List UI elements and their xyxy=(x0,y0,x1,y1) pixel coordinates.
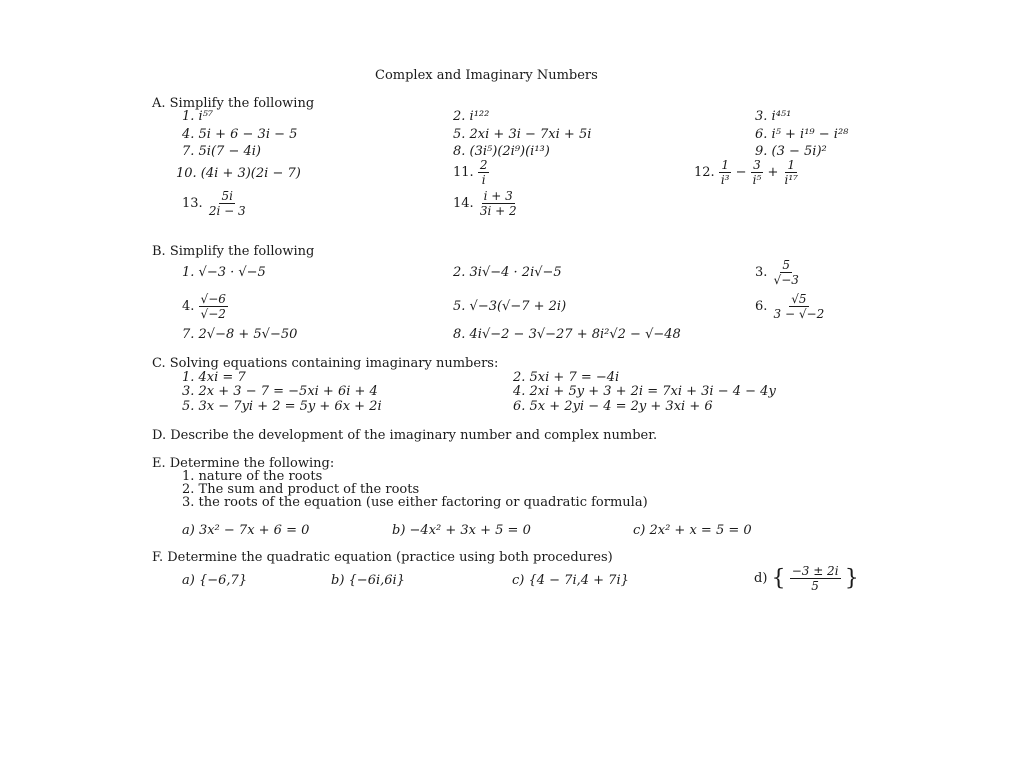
fraction-numerator: 5 xyxy=(782,258,791,272)
problem-b4-label: 4. xyxy=(182,299,195,314)
operator-minus: − xyxy=(735,165,747,180)
problem-b4-fraction xyxy=(199,292,228,321)
left-brace: { xyxy=(771,566,786,591)
problem-a12-label: 12. xyxy=(694,165,715,180)
problem-e-c: c) 2x² + x = 5 = 0 xyxy=(633,523,752,538)
fraction-denominator: 3i + 2 xyxy=(479,204,517,218)
fraction-denominator: i⁵ xyxy=(752,173,762,187)
problem-e-b: b) −4x² + 3x + 5 = 0 xyxy=(392,523,531,538)
fraction-denominator: i xyxy=(481,173,486,187)
problem-a6: 6. i⁵ + i¹⁹ − i²⁸ xyxy=(755,127,849,142)
problem-a14-label: 14. xyxy=(453,196,474,211)
problem-e-a: a) 3x² − 7x + 6 = 0 xyxy=(182,523,310,538)
problem-c4: 4. 2xi + 5y + 3 + 2i = 7xi + 3i − 4 − 4y xyxy=(513,384,776,399)
fraction-numerator: 1 xyxy=(721,158,729,172)
problem-a10: 10. (4i + 3)(2i − 7) xyxy=(176,166,301,181)
page-title: Complex and Imaginary Numbers xyxy=(375,68,598,83)
section-c-heading: C. Solving equations containing imaginary numbers: xyxy=(152,356,499,371)
problem-a13-label: 13. xyxy=(182,196,203,211)
problem-b6-label: 6. xyxy=(755,299,768,314)
problem-a11-label: 11. xyxy=(453,165,474,180)
problem-c6: 6. 5x + 2yi − 4 = 2y + 3xi + 6 xyxy=(513,399,713,414)
problem-a13 xyxy=(182,189,248,218)
problem-a13-fraction xyxy=(207,189,248,218)
problem-b6-fraction xyxy=(772,292,827,321)
problem-c3: 3. 2x + 3 − 7 = −5xi + 6i + 4 xyxy=(182,384,378,399)
fraction-numerator: √5 xyxy=(791,292,807,306)
problem-b8: 8. 4i√−2 − 3√−27 + 8i²√2 − √−48 xyxy=(453,327,681,342)
fraction-denominator: i¹⁷ xyxy=(784,173,798,187)
section-e-heading: E. Determine the following: xyxy=(152,456,335,471)
problem-b6 xyxy=(755,292,826,321)
fraction-denominator: 2i − 3 xyxy=(208,204,246,218)
problem-a2: 2. i¹²² xyxy=(453,109,490,124)
section-e-line-2: 2. The sum and product of the roots xyxy=(182,482,420,497)
fraction-1 xyxy=(719,158,732,187)
right-brace: } xyxy=(844,566,859,591)
fraction-denominator: √−2 xyxy=(200,307,226,321)
section-e-line-1: 1. nature of the roots xyxy=(182,469,323,484)
problem-c5: 5. 3x − 7yi + 2 = 5y + 6x + 2i xyxy=(182,399,382,414)
problem-f-d-label: d) xyxy=(754,571,768,586)
problem-b3-fraction xyxy=(772,258,801,287)
problem-f-a: a) {−6,7} xyxy=(182,573,248,588)
problem-b1: 1. √−3 · √−5 xyxy=(182,265,266,280)
problem-a14-fraction xyxy=(478,189,519,218)
fraction-numerator: −3 ± 2i xyxy=(791,564,839,578)
problem-b3 xyxy=(755,258,801,287)
problem-a8: 8. (3i⁵)(2i⁹)(i¹³) xyxy=(453,144,550,159)
fraction-numerator: 3 xyxy=(753,158,761,172)
problem-a11-fraction xyxy=(478,158,490,187)
problem-f-d-fraction xyxy=(790,564,841,593)
problem-a12 xyxy=(694,158,800,187)
problem-b4 xyxy=(182,292,228,321)
problem-b3-label: 3. xyxy=(755,265,768,280)
section-d-heading: D. Describe the development of the imaginary number and complex number. xyxy=(152,428,658,443)
problem-a14 xyxy=(453,189,519,218)
problem-b7: 7. 2√−8 + 5√−50 xyxy=(182,327,298,342)
problem-f-c: c) {4 − 7i,4 + 7i} xyxy=(512,573,629,588)
fraction-denominator: i³ xyxy=(720,173,730,187)
fraction-numerator: 5i xyxy=(221,189,233,203)
section-b-heading: B. Simplify the following xyxy=(152,244,315,259)
problem-c2: 2. 5xi + 7 = −4i xyxy=(513,370,620,385)
problem-a5: 5. 2xi + 3i − 7xi + 5i xyxy=(453,127,592,142)
problem-a4: 4. 5i + 6 − 3i − 5 xyxy=(182,127,298,142)
problem-a9: 9. (3 − 5i)² xyxy=(755,144,827,159)
fraction-numerator: 1 xyxy=(787,158,796,172)
problem-f-b: b) {−6i,6i} xyxy=(331,573,405,588)
problem-a7: 7. 5i(7 − 4i) xyxy=(182,144,261,159)
operator-plus: + xyxy=(767,165,779,180)
fraction-3 xyxy=(783,158,800,187)
fraction-numerator: i + 3 xyxy=(483,189,513,203)
section-f-heading: F. Determine the quadratic equation (practice using both procedures) xyxy=(152,550,613,565)
fraction-denominator: 3 − √−2 xyxy=(773,307,825,321)
problem-b5: 5. √−3(√−7 + 2i) xyxy=(453,299,567,314)
fraction-denominator: 5 xyxy=(811,579,819,593)
fraction-2 xyxy=(751,158,764,187)
problem-b2: 2. 3i√−4 · 2i√−5 xyxy=(453,265,562,280)
fraction-numerator: 2 xyxy=(479,158,488,172)
fraction-denominator: √−3 xyxy=(773,273,799,287)
problem-a11 xyxy=(453,158,489,187)
problem-f-d xyxy=(754,564,859,593)
problem-a3: 3. i⁴⁵¹ xyxy=(755,109,792,124)
section-e-line-3: 3. the roots of the equation (use either factoring or quadratic formula) xyxy=(182,495,648,510)
fraction-numerator: √−6 xyxy=(200,292,226,306)
section-a-heading: A. Simplify the following xyxy=(152,96,315,111)
problem-a1: 1. i⁵⁷ xyxy=(182,109,214,124)
problem-c1: 1. 4xi = 7 xyxy=(182,370,246,385)
